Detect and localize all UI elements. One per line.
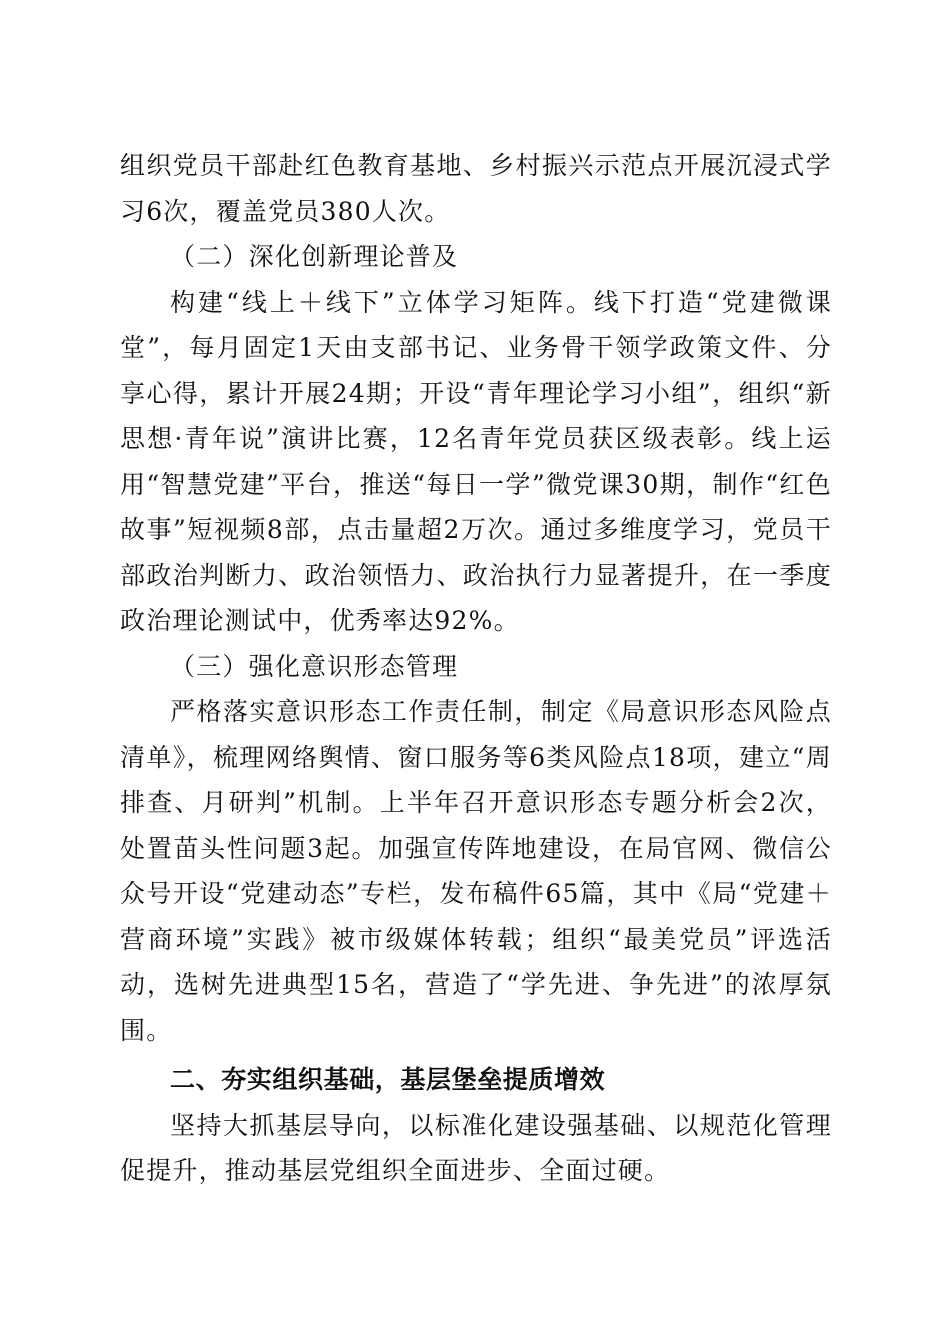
- body-paragraph-1: 组织党员干部赴红色教育基地、乡村振兴示范点开展沉浸式学习6次，覆盖党员380人次。: [120, 151, 832, 226]
- document-body: [120, 143, 832, 1194]
- body-paragraph-4: 坚持大抓基层导向，以标准化建设强基础、以规范化管理促提升，推动基层党组织全面进步、全面过硬。: [120, 1110, 832, 1185]
- body-paragraph-3: 严格落实意识形态工作责任制，制定《局意识形态风险点清单》，梳理网络舆情、窗口服务等6类风险点18项，建立“周排查、月研判”机制。上半年召开意识形态专题分析会2次，处置苗头性问题3起。加强宣传阵地建设，在局官网、微信公众号开设“党建动态”专栏，发布稿件65篇，其中《局“党建＋营商环境”实践》被市级媒体转载；组织“最美党员”评选活动，选树先进典型15名，营造了“学先进、争先进”的浓厚氛围。: [120, 697, 832, 1045]
- subheading-2: （二）深化创新理论普及: [170, 242, 459, 271]
- section-heading-2: 二、夯实组织基础，基层堡垒提质增效: [170, 1065, 606, 1094]
- body-paragraph-2: 构建“线上＋线下”立体学习矩阵。线下打造“党建微课堂”，每月固定1天由支部书记、业务骨干领学政策文件、分享心得，累计开展24期；开设“青年理论学习小组”，组织“新思想·青年说”演讲比赛，12名青年党员获区级表彰。线上运用“智慧党建”平台，推送“每日一学”微党课30期，制作“红色故事”短视频8部，点击量超2万次。通过多维度学习，党员干部政治判断力、政治领悟力、政治执行力显著提升，在一季度政治理论测试中，优秀率达92%。: [120, 287, 832, 635]
- subheading-3: （三）强化意识形态管理: [170, 651, 459, 681]
